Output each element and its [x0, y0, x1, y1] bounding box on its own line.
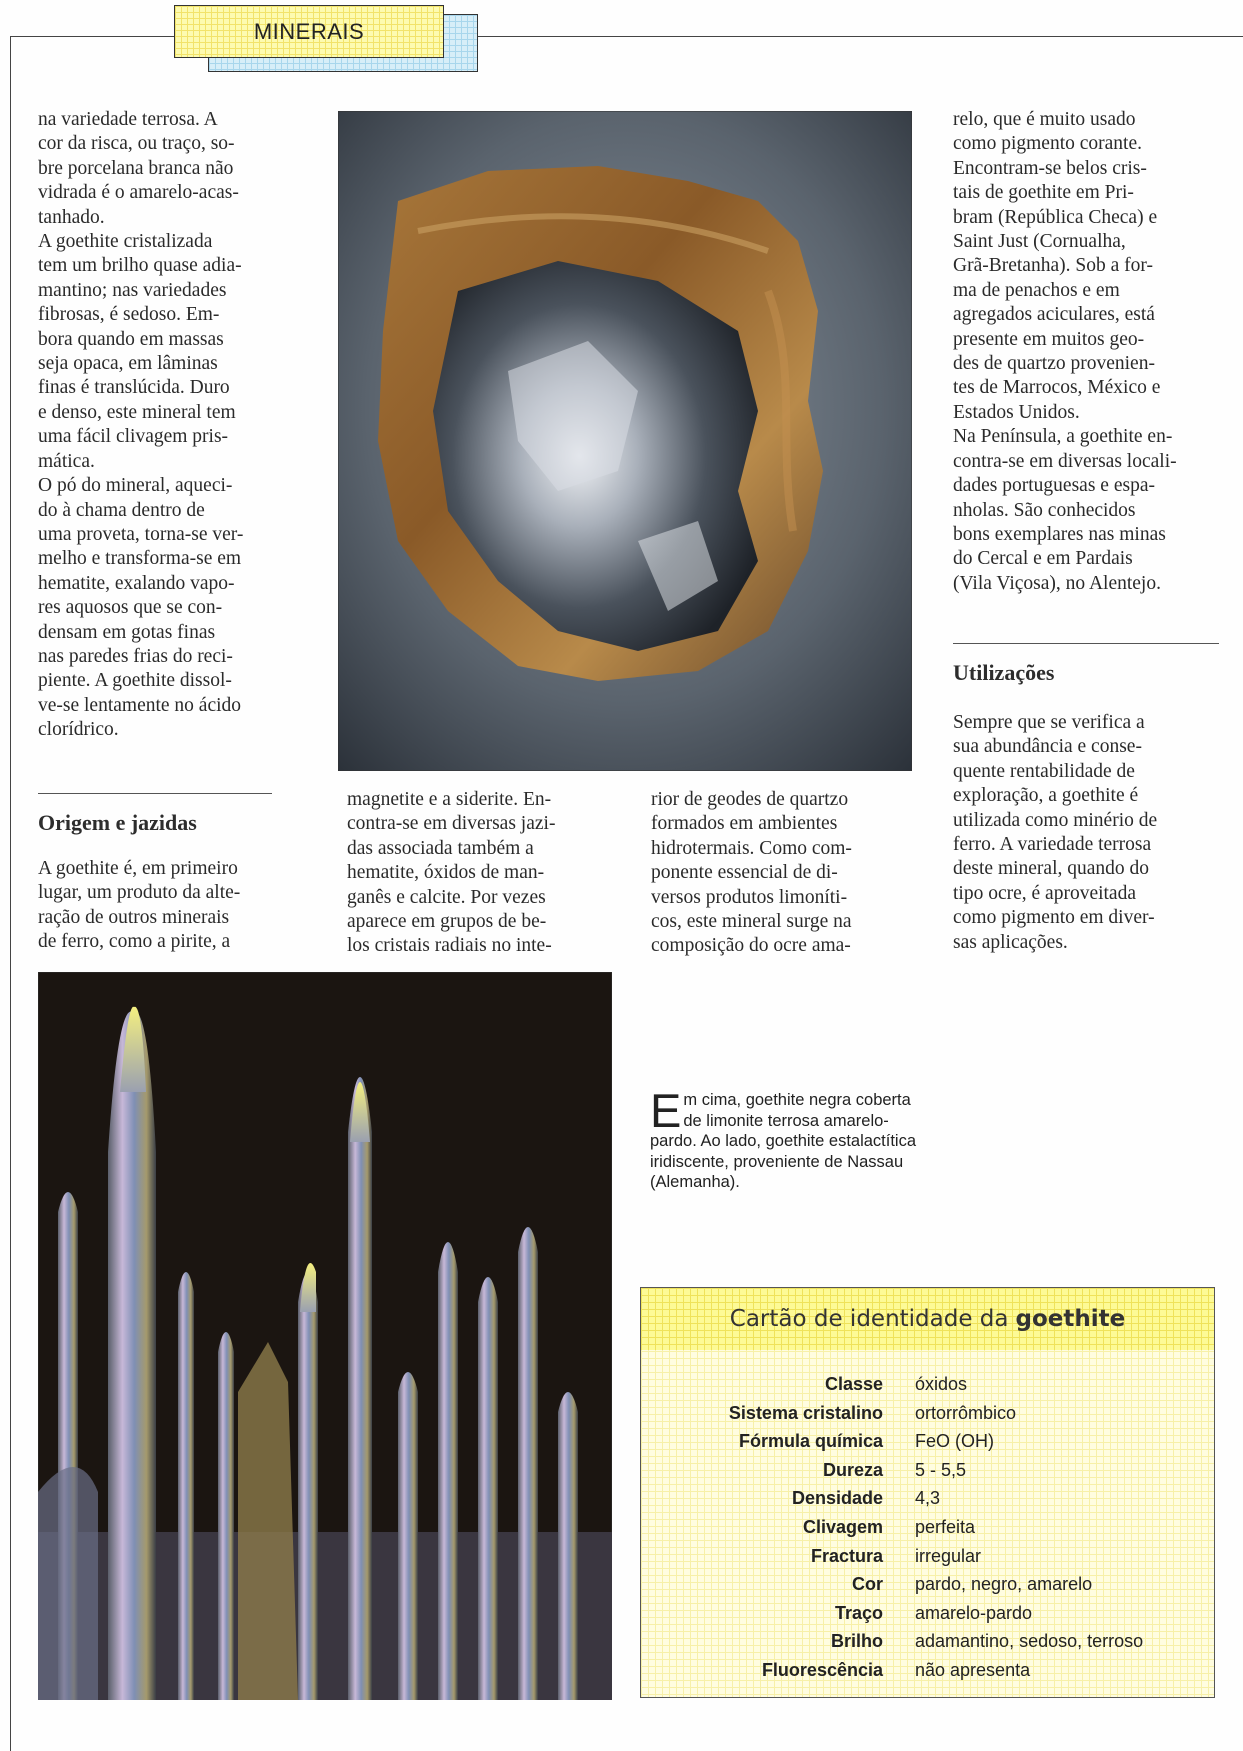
card-row-label: Traço	[834, 1602, 883, 1623]
caption-drop-cap: E	[650, 1084, 682, 1137]
caption-text: m cima, goethite negra coberta de limonite terrosa amarelo-pardo. Ao lado, goethite estalactítica iridiscente, proveniente de Nassau (Alemanha).	[650, 1091, 917, 1191]
goethite-mass-photo	[338, 111, 912, 771]
identity-card	[640, 1287, 1215, 1698]
card-row-label: Densidade	[791, 1488, 883, 1509]
origem-heading: Origem e jazidas	[38, 810, 197, 835]
card-row-label: Clivagem	[802, 1516, 883, 1537]
card-row-label: Cor	[852, 1574, 883, 1595]
card-row-label: Classe	[824, 1374, 883, 1394]
identity-card-title-mineral: goethite	[1015, 1306, 1126, 1332]
identity-card-title-prefix: Cartão de identidade da	[729, 1306, 1009, 1332]
card-row-label: Fórmula química	[738, 1431, 883, 1452]
card-row	[641, 1627, 1214, 1656]
card-row-value: irregular	[915, 1545, 982, 1566]
card-row-label: Sistema cristalino	[728, 1402, 883, 1423]
column-2-bottom-text: magnetite e a siderite. En- contra-se em diversas jazi- das associada também a hematite, óxidos de man- ganês e calcite. Por vezes aparece em grupos de be- los cristais radiais no inte-	[347, 789, 556, 957]
card-row-value: amarelo-pardo	[915, 1602, 1033, 1623]
card-row	[641, 1484, 1214, 1513]
card-row-value: óxidos	[915, 1374, 968, 1394]
utilizacoes-heading: Utilizações	[953, 660, 1055, 685]
card-row-value: FeO (OH)	[915, 1431, 994, 1452]
card-row	[641, 1456, 1214, 1485]
card-row	[641, 1542, 1214, 1571]
card-row	[641, 1656, 1214, 1685]
card-row-label: Dureza	[822, 1459, 883, 1480]
column-1-bottom-text: A goethite é, em primeiro lugar, um produto da alte- ração de outros minerais de ferro, como a pirite, a	[38, 858, 241, 953]
stalactitic-goethite-image	[38, 972, 612, 1700]
card-row-value: não apresenta	[915, 1659, 1031, 1680]
card-row	[641, 1370, 1214, 1399]
stalactitic-goethite-photo	[38, 972, 612, 1700]
card-row	[641, 1513, 1214, 1542]
column-1-top-text: na variedade terrosa. A cor da risca, ou traço, so- bre porcelana branca não vidrada é o amarelo-acas- tanhado. A goethite cristalizada tem um brilho quase adia- mantino; nas variedades fibrosas, é sedoso. Em- bora quando em massas seja opaca, em lâminas finas é translúcida. Duro e denso, este mineral tem uma fácil clivagem pris- mática. O pó do mineral, aqueci- do à chama dentro de uma proveta, torna-se ver- melho e transforma-se em hematite, exalando vapo- res aquosos que se con- densam em gotas finas nas paredes frias do reci- piente. A goethite dissol- ve-se lentamente no ácido clorídrico.	[38, 109, 244, 741]
column-3-bottom-text: rior de geodes de quartzo formados em ambientes hidrotermais. Como com- ponente essencial de di- versos produtos limoníti- cos, este mineral surge na composição do ocre ama-	[651, 789, 852, 957]
goethite-mass-image	[338, 111, 912, 771]
card-row-value: perfeita	[915, 1516, 976, 1537]
identity-card-title	[641, 1288, 1214, 1350]
section-tab	[174, 5, 444, 58]
card-row-value: ortorrômbico	[915, 1402, 1017, 1423]
utilizacoes-rule	[953, 643, 1219, 644]
card-row-label: Fluorescência	[761, 1659, 883, 1680]
column-4-bottom-text: Sempre que se verifica a sua abundância e conse- quente rentabilidade de exploração, a goethite é utilizada como minério de ferro. A variedade terrosa deste mineral, quando do tipo ocre, é aproveitada como pigmento em diver- sas aplicações.	[953, 712, 1158, 953]
card-row-label: Fractura	[810, 1545, 883, 1566]
card-row-value: 4,3	[915, 1488, 941, 1509]
card-row	[641, 1599, 1214, 1628]
card-row	[641, 1399, 1214, 1428]
photo-caption	[650, 1084, 920, 1193]
section-tab-label: MINERAIS	[253, 18, 365, 44]
card-row	[641, 1570, 1214, 1599]
card-row-label: Brilho	[831, 1631, 883, 1652]
origem-rule	[38, 793, 272, 794]
card-row-value: adamantino, sedoso, terroso	[915, 1631, 1144, 1652]
card-row-value: 5 - 5,5	[915, 1459, 967, 1480]
page-frame-left	[10, 36, 11, 1751]
card-row-value: pardo, negro, amarelo	[915, 1574, 1093, 1595]
column-4-top-text: relo, que é muito usado como pigmento corante. Encontram-se belos cris- tais de goethite em Pri- bram (República Checa) e Saint Just (Cornualha, Grã-Bretanha). Sob a for- ma de penachos e em agregados aciculares, está presente em muitos geo- des de quartzo provenien- tes de Marrocos, México e Estados Unidos. Na Península, a goethite en- contra-se em diversas locali- dades portuguesas e espa- nholas. São conhecidos bons exemplares nas minas do Cercal e em Pardais (Vila Viçosa), no Alentejo.	[953, 109, 1177, 594]
identity-card-table	[641, 1370, 1214, 1685]
card-row	[641, 1427, 1214, 1456]
